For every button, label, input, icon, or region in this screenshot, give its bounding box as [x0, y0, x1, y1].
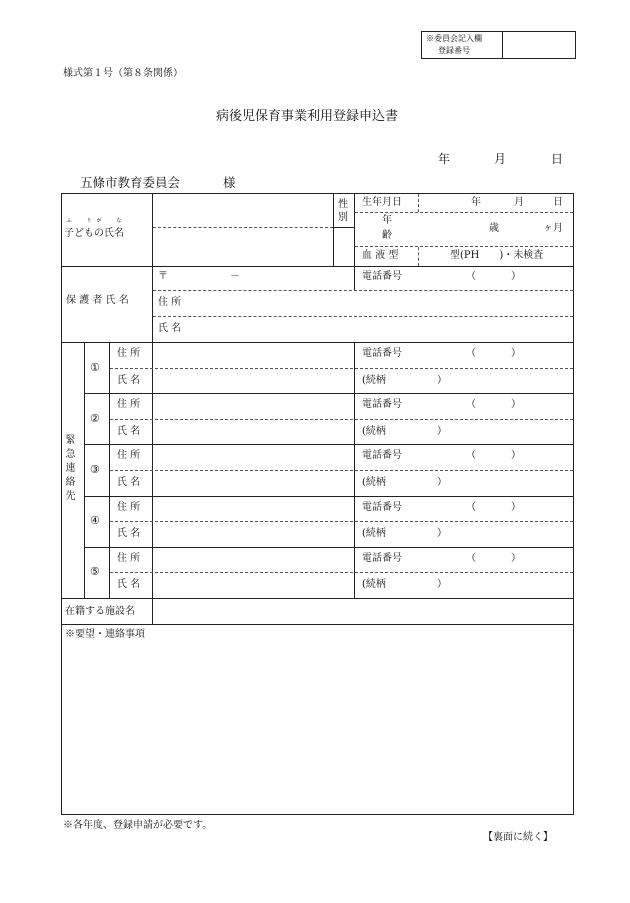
- registration-number-label: 登録番号: [438, 46, 470, 55]
- facility-label: 在籍する施設名: [65, 606, 135, 617]
- contact-address-label: 住 所: [117, 552, 141, 564]
- contact-phone-open: （: [466, 450, 476, 462]
- blood-type-label: 血 液 型: [362, 250, 399, 261]
- birth-year: 年: [471, 197, 481, 208]
- contact-phone-open: （: [466, 348, 476, 359]
- contact-name-field[interactable]: [154, 471, 352, 494]
- contact-relation-close: ）: [437, 477, 447, 488]
- birth-day: 日: [553, 197, 563, 208]
- contact-phone-open: （: [466, 552, 476, 564]
- contact-relation-close: ）: [437, 528, 447, 540]
- contact-address-field[interactable]: [154, 394, 352, 417]
- postal-mark: 〒: [158, 271, 168, 282]
- contact-phone-close: ）: [511, 552, 521, 564]
- contact-address-label: 住 所: [117, 399, 141, 411]
- guardian-phone-open: （: [466, 271, 476, 282]
- contact-relation-close: ）: [437, 579, 447, 591]
- sex-label: 性別: [338, 199, 348, 223]
- guardian-address-field[interactable]: [190, 291, 570, 315]
- contact-address-field[interactable]: [154, 343, 352, 366]
- contact-phone-close: ）: [511, 399, 521, 411]
- contact-relation-open: (続柄: [362, 579, 386, 591]
- guardian-phone-close: ）: [511, 271, 521, 282]
- child-name-field[interactable]: [154, 228, 332, 266]
- birth-month: 月: [514, 197, 524, 208]
- contact-address-field[interactable]: [154, 497, 352, 520]
- contact-relation-open: (続柄: [362, 425, 386, 437]
- guardian-name-field[interactable]: [190, 317, 570, 341]
- guardian-name-label: 氏 名: [158, 323, 182, 334]
- contact-address-field[interactable]: [154, 445, 352, 468]
- birth-date-label: 生年月日: [362, 197, 402, 208]
- guardian-phone-label: 電話番号: [362, 271, 402, 282]
- contact-number: ④: [90, 514, 100, 528]
- addressee: 五條市教育委員会: [80, 175, 181, 190]
- contact-address-label: 住 所: [117, 501, 141, 513]
- age-label-1: 年: [382, 215, 392, 226]
- age-months: ヶ月: [543, 223, 563, 234]
- contact-name-label: 氏 名: [117, 374, 141, 386]
- footnote: ※各年度、登録申請が必要です。: [63, 820, 213, 831]
- addressee-honorific: 様: [223, 175, 236, 190]
- contact-name-label: 氏 名: [117, 477, 141, 488]
- date-day: 日: [551, 152, 564, 166]
- contact-phone-open: （: [466, 399, 476, 411]
- contact-relation-open: (続柄: [362, 477, 386, 488]
- contact-phone-label: 電話番号: [362, 501, 402, 513]
- contact-number: ③: [90, 463, 100, 476]
- date-year: 年: [438, 152, 451, 166]
- contact-name-label: 氏 名: [117, 528, 141, 540]
- contact-relation-open: (続柄: [362, 528, 386, 540]
- contact-address-field[interactable]: [154, 548, 352, 571]
- contact-number: ⑤: [90, 565, 100, 579]
- contact-name-field[interactable]: [154, 369, 352, 392]
- emergency-contact-label: 緊急連絡先: [63, 434, 74, 504]
- contact-phone-close: ）: [511, 501, 521, 513]
- contact-relation-open: (続柄: [362, 374, 386, 386]
- contact-name-field[interactable]: [154, 573, 352, 596]
- age-years: 歳: [489, 223, 499, 234]
- contact-number: ②: [90, 411, 100, 425]
- contact-address-label: 住 所: [117, 348, 141, 359]
- contact-phone-close: ）: [511, 450, 521, 462]
- stamp-box-label: ※委員会記入欄: [426, 34, 482, 43]
- age-label-2: 齢: [382, 230, 392, 241]
- contact-phone-label: 電話番号: [362, 450, 402, 462]
- continued-note: 【裏面に続く】: [483, 832, 553, 843]
- contact-name-label: 氏 名: [117, 425, 141, 437]
- postal-dash: －: [230, 271, 240, 282]
- contact-phone-label: 電話番号: [362, 348, 402, 359]
- requests-field[interactable]: [64, 645, 571, 811]
- blood-type-value: 型(PH )・未検査: [450, 250, 544, 261]
- contact-phone-open: （: [466, 501, 476, 513]
- contact-name-field[interactable]: [154, 420, 352, 443]
- contact-name-field[interactable]: [154, 522, 352, 545]
- contact-address-label: 住 所: [117, 450, 141, 462]
- contact-relation-close: ）: [437, 374, 447, 386]
- form-number: 様式第１号（第８条関係）: [63, 68, 183, 79]
- date-month: 月: [494, 152, 507, 166]
- contact-phone-label: 電話番号: [362, 399, 402, 411]
- facility-field[interactable]: [154, 600, 571, 622]
- page-title: 病後児保育事業利用登録申込書: [216, 109, 399, 124]
- registration-number-field[interactable]: [503, 32, 575, 58]
- guardian-label: 保 護 者 氏 名: [66, 295, 129, 306]
- contact-name-label: 氏 名: [117, 579, 141, 591]
- guardian-address-label: 住 所: [158, 297, 182, 308]
- contact-relation-close: ）: [437, 425, 447, 437]
- contact-phone-close: ）: [511, 348, 521, 359]
- contact-phone-label: 電話番号: [362, 552, 402, 564]
- contact-number: ①: [90, 360, 100, 374]
- requests-label: ※要望・連絡事項: [65, 629, 145, 640]
- child-name-label: ふ 子ど り も が の氏 な 名: [64, 218, 124, 239]
- sex-field[interactable]: [334, 228, 353, 266]
